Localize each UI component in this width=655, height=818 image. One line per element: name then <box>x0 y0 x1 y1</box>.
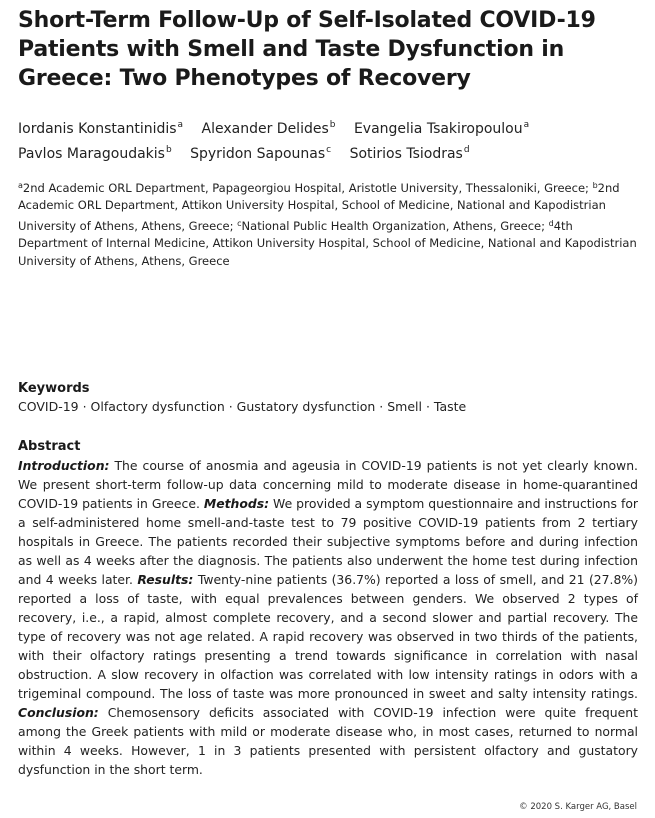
author <box>350 146 470 162</box>
author <box>18 146 172 162</box>
keywords-section <box>18 380 638 416</box>
author-name: Iordanis Konstantinidis <box>18 121 177 137</box>
abstract-body <box>18 456 638 779</box>
author <box>202 121 336 137</box>
author-list <box>18 115 638 165</box>
author-name: Alexander Delides <box>201 121 329 137</box>
author-line-2 <box>18 140 638 165</box>
affiliation-mark: b <box>592 181 598 190</box>
abstract-section <box>18 438 638 779</box>
abstract-introduction-label: Introduction: <box>18 458 110 473</box>
copyright-notice: © 2020 S. Karger AG, Basel <box>519 802 637 812</box>
author-line-1 <box>18 115 638 140</box>
author-name: Pavlos Maragoudakis <box>18 146 165 162</box>
article-title: Short-Term Follow-Up of Self-Isolated COVID-19 Patients with Smell and Taste Dysfunction in Greece: Two Phenotypes of Recovery <box>18 8 596 91</box>
author-affiliation-mark: b <box>329 120 336 130</box>
abstract-methods-text: We provided a symptom questionnaire and instructions for a self-administered home smell-and-taste test to 79 positive COVID-19 patients from 2 tertiary hospitals in Greece. The patients recorded their subjective symptoms before and during infection as well as 4 weeks after the diagnosis. The patients also underwent the home test during infection and 4 weeks later. <box>18 496 638 587</box>
keywords-list: COVID-19 · Olfactory dysfunction · Gustatory dysfunction · Smell · Taste <box>18 399 467 414</box>
affiliation-text: National Public Health Organization, Athens, Greece; <box>241 218 549 233</box>
author-name: Sotirios Tsiodras <box>349 146 463 162</box>
article-page <box>18 0 638 777</box>
author-name: Spyridon Sapounas <box>190 146 326 162</box>
author <box>18 121 183 137</box>
abstract-results-label: Results: <box>137 572 194 587</box>
affiliation-text: 2nd Academic ORL Department, Attikon University Hospital, School of Medicine, National and Kapodistrian University of Athens, Athens, Greece; <box>18 181 620 233</box>
author <box>354 121 529 137</box>
abstract-results-text: Twenty-nine patients (36.7%) reported a loss of smell, and 21 (27.8%) reported a loss of taste, with equal prevalences between genders. We observed 2 types of recovery, i.e., a rapid, almost complete recovery, and a second slower and partial recovery. The type of recovery was not age related. A rapid recovery was observed in two thirds of the patients, with their olfactory ratings presenting a trend towards significance in correlation with nasal obstruction. A slow recovery in olfaction was correlated with low intensity ratings in odors with a trigeminal compound. The loss of taste was more pronounced in sweet and salty intensity ratings. <box>18 572 638 701</box>
author-affiliation-mark: b <box>165 145 172 155</box>
abstract-methods-label: Methods: <box>203 496 270 511</box>
keywords-heading: Keywords <box>18 381 90 396</box>
abstract-heading: Abstract <box>18 439 81 454</box>
author-name: Evangelia Tsakiropoulou <box>353 121 523 137</box>
author-affiliation-mark: a <box>177 120 184 130</box>
author-affiliation-mark: c <box>326 145 332 155</box>
abstract-introduction-text: The course of anosmia and ageusia in COVID-19 patients is not yet clearly known. We present short-term follow-up data concerning mild to moderate disease in home-quarantined COVID-19 patients in Greece. <box>18 458 638 511</box>
author-affiliation-mark: a <box>523 120 530 130</box>
abstract-conclusion-label: Conclusion: <box>18 705 99 720</box>
abstract-conclusion-text: Chemosensory deficits associated with COVID-19 infection were quite frequent among the Greek patients with mild or moderate disease who, in most cases, returned to normal within 4 weeks. However, 1 in 3 patients presented with persistent olfactory and gustatory dysfunction in the short term. <box>18 705 638 777</box>
affiliations <box>18 177 638 270</box>
author-affiliation-mark: d <box>463 145 470 155</box>
affiliation-mark: d <box>548 218 554 228</box>
affiliation-mark: c <box>237 218 242 228</box>
affiliation-mark: a <box>18 181 23 190</box>
author <box>190 146 331 162</box>
affiliation-text: 2nd Academic ORL Department, Papageorgiou Hospital, Aristotle University, Thessaloniki, Greece; <box>22 181 593 195</box>
affiliation-text: 4th Department of Internal Medicine, Attikon University Hospital, School of Medicine, National and Kapodistrian University of Athens, Athens, Greece <box>18 218 637 268</box>
